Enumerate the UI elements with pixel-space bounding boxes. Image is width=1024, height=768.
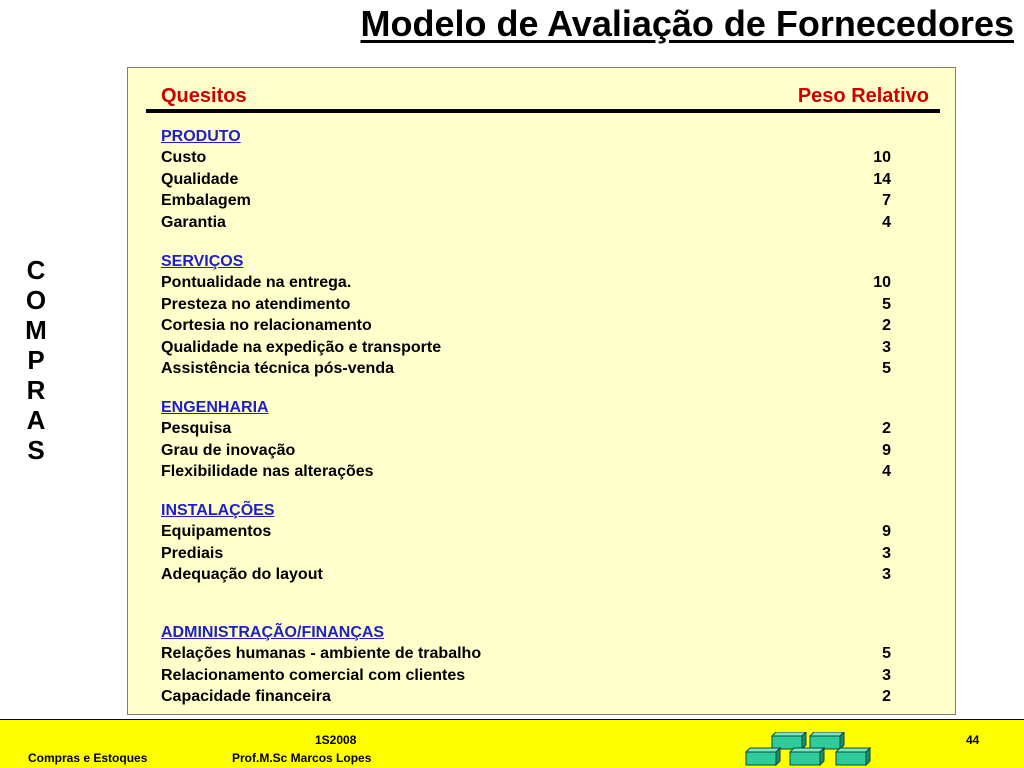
footer-course: Compras e Estoques (28, 751, 148, 765)
side-letter: P (27, 345, 45, 375)
criteria-label: Custo (161, 149, 207, 166)
header-quesitos: Quesitos (161, 85, 247, 107)
criteria-weight: 3 (882, 544, 891, 562)
criteria-label: Grau de inovação (161, 441, 296, 459)
criteria-weight: 9 (882, 523, 891, 540)
header-divider (146, 109, 940, 113)
criteria-label: Adequação do layout (161, 566, 323, 583)
criteria-row (161, 272, 891, 294)
criteria-weight: 7 (882, 192, 891, 209)
criteria-label: Presteza no atendimento (161, 295, 351, 313)
criteria-weight: 2 (882, 420, 891, 437)
section-title[interactable]: ENGENHARIA (161, 399, 269, 416)
criteria-label: Relacionamento comercial com clientes (161, 666, 466, 684)
side-letter: A (26, 405, 46, 435)
vertical-compras-label (20, 255, 52, 465)
section-title[interactable]: SERVIÇOS (161, 253, 244, 270)
criteria-row (161, 337, 891, 359)
criteria-label: Qualidade (161, 170, 239, 188)
criteria-row (161, 294, 891, 316)
criteria-row (161, 418, 891, 440)
section-title[interactable]: INSTALAÇÕES (161, 502, 275, 519)
criteria-weight: 4 (882, 463, 891, 480)
side-letter: M (25, 315, 47, 345)
criteria-row (161, 521, 891, 543)
criteria-weight: 14 (873, 170, 891, 188)
section-engenharia (161, 397, 891, 483)
footer-page-number: 44 (966, 733, 980, 747)
criteria-weight: 3 (882, 338, 891, 356)
criteria-weight: 5 (882, 295, 891, 313)
stacked-blocks-icon (744, 732, 874, 768)
criteria-weight: 2 (882, 317, 891, 334)
criteria-label: Qualidade na expedição e transporte (161, 338, 442, 356)
criteria-row (161, 212, 891, 234)
criteria-row (161, 686, 891, 708)
criteria-row (161, 147, 891, 169)
criteria-row (161, 169, 891, 191)
criteria-weight: 3 (882, 666, 891, 684)
criteria-weight: 10 (873, 149, 891, 166)
criteria-label: Prediais (161, 544, 224, 562)
header-peso-relativo: Peso Relativo (797, 85, 929, 107)
section-title[interactable]: PRODUTO (161, 128, 241, 145)
table-header (161, 85, 929, 108)
criteria-label: Equipamentos (161, 523, 272, 540)
criteria-label: Garantia (161, 213, 226, 231)
slide-footer (0, 719, 1024, 768)
side-letter: R (26, 375, 46, 405)
side-letter: C (26, 255, 46, 285)
criteria-row (161, 665, 891, 687)
criteria-row (161, 190, 891, 212)
criteria-row (161, 643, 891, 665)
section-servicos (161, 251, 891, 380)
criteria-weight: 3 (882, 566, 891, 583)
criteria-row (161, 564, 891, 586)
section-instalacoes (161, 500, 891, 586)
criteria-panel (127, 67, 956, 715)
criteria-weight: 4 (882, 213, 891, 231)
section-administracao-financas (161, 622, 891, 708)
side-letter: O (25, 285, 47, 315)
slide-title: Modelo de Avaliação de Fornecedores (360, 3, 1014, 44)
criteria-label: Relações humanas - ambiente de trabalho (161, 645, 482, 662)
footer-semester: 1S2008 (315, 733, 357, 747)
section-produto (161, 126, 891, 233)
criteria-weight: 5 (882, 360, 891, 377)
criteria-label: Flexibilidade nas alterações (161, 463, 374, 480)
criteria-weight: 10 (873, 274, 891, 291)
criteria-label: Pesquisa (161, 420, 232, 437)
criteria-label: Assistência técnica pós-venda (161, 360, 394, 377)
criteria-row (161, 358, 891, 380)
criteria-label: Capacidade financeira (161, 688, 331, 705)
criteria-weight: 9 (882, 441, 891, 459)
criteria-row (161, 543, 891, 565)
section-title[interactable]: ADMINISTRAÇÃO/FINANÇAS (161, 624, 385, 641)
criteria-label: Cortesia no relacionamento (161, 317, 372, 334)
criteria-row (161, 315, 891, 337)
criteria-row (161, 461, 891, 483)
criteria-weight: 5 (882, 645, 891, 662)
criteria-row (161, 440, 891, 462)
criteria-weight: 2 (882, 688, 891, 705)
side-letter: S (27, 435, 45, 465)
criteria-label: Embalagem (161, 192, 251, 209)
footer-professor: Prof.M.Sc Marcos Lopes (232, 751, 372, 765)
criteria-label: Pontualidade na entrega. (161, 274, 352, 291)
